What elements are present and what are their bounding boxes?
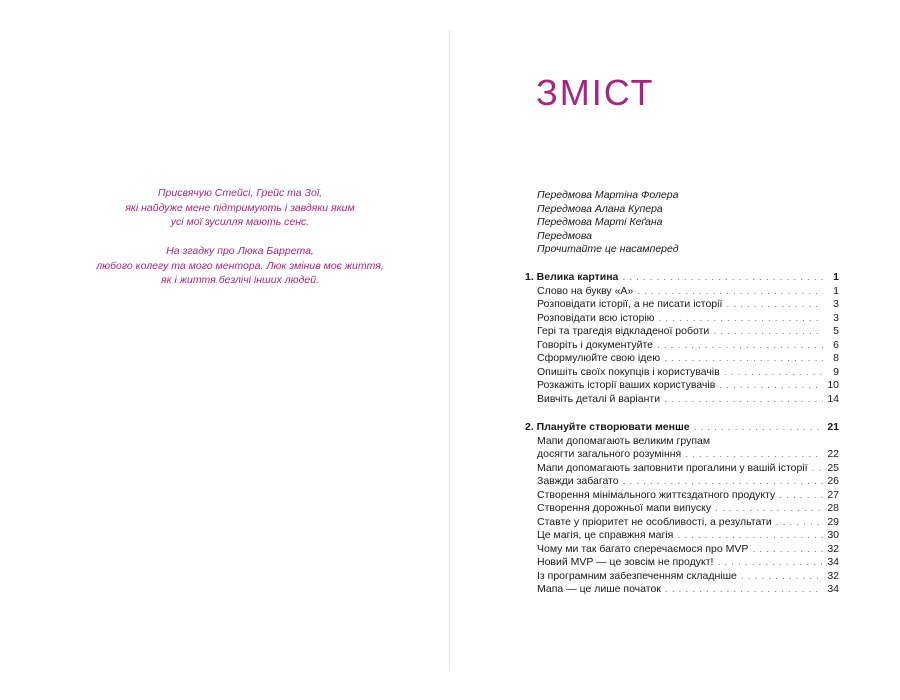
toc-page-number: 3 <box>833 311 839 324</box>
toc-entry-label: Новий MVP — це зовсім не продукт! <box>537 556 714 568</box>
toc-page-number: 26 <box>827 475 839 487</box>
toc-foreword-item[interactable]: Передмова <box>537 229 592 242</box>
toc-leader-dots <box>812 462 823 476</box>
dedication <box>80 186 400 302</box>
toc-page-number: 8 <box>833 352 839 364</box>
toc-page-number: 9 <box>833 365 839 378</box>
toc-page-number: 34 <box>827 583 839 595</box>
toc-entry[interactable] <box>525 448 839 462</box>
toc-leader-dots <box>664 352 823 366</box>
toc-foreword-item[interactable]: Прочитайте це насамперед <box>537 243 679 255</box>
dedication-paragraph-2 <box>80 244 400 288</box>
toc-page-number: 22 <box>827 448 839 460</box>
toc-entry-label: Створення дорожньої мапи випуску <box>537 502 712 514</box>
toc-page-number: 25 <box>827 461 839 474</box>
toc-page-number: 27 <box>827 488 839 501</box>
toc-chapter-heading[interactable] <box>525 421 839 435</box>
toc-entry[interactable] <box>525 529 839 543</box>
toc-entry-label: Мапи допомагають великим групам <box>537 434 711 447</box>
toc-page-number: 30 <box>827 529 839 541</box>
toc-entry[interactable] <box>525 298 839 312</box>
dedication-line: любого колегу та мого ментора. Люк змінив моє життя, <box>96 259 384 272</box>
toc-leader-dots <box>713 325 823 339</box>
toc-entry[interactable] <box>525 570 839 584</box>
toc-foreword-item[interactable]: Передмова Мартіна Фолера <box>537 189 679 201</box>
toc-entry[interactable] <box>525 325 839 339</box>
toc-title: ЗМІСТ <box>536 72 655 113</box>
toc-entry[interactable] <box>525 462 839 476</box>
toc-page-number: 34 <box>827 556 839 568</box>
toc-entry-label: Завжди забагато <box>537 475 619 487</box>
toc-entry-label: Говоріть і документуйте <box>537 338 653 351</box>
toc-chapter-title: 2. Плануйте створювати менше <box>525 421 690 433</box>
toc-leader-dots <box>685 448 823 462</box>
toc-entry-label: Розповідати історії, а не писати історії <box>537 298 723 310</box>
toc-page-number: 1 <box>833 284 839 297</box>
toc-entry-label: Слово на букву «А» <box>537 284 634 297</box>
toc-leader-dots <box>741 570 823 584</box>
dedication-line: Присвячую Стейсі, Грейс та Зої, <box>157 187 323 199</box>
dedication-line: як і життя безлічі інших людей. <box>161 274 319 286</box>
toc-foreword-item[interactable]: Передмова Алана Купера <box>537 202 663 215</box>
toc-leader-dots <box>623 475 823 489</box>
toc-page-number: 14 <box>827 392 839 405</box>
toc-page-number: 28 <box>827 502 839 514</box>
toc-entry[interactable] <box>525 543 839 557</box>
toc-entry[interactable] <box>525 475 839 489</box>
toc-page-number: 6 <box>833 338 839 351</box>
toc-entry[interactable] <box>525 339 839 353</box>
toc-leader-dots <box>752 543 823 557</box>
toc-leader-dots <box>657 339 823 353</box>
toc-page-number: 29 <box>827 515 839 528</box>
toc-entry-label: Мапи допомагають заповнити прогалини у вашій історії <box>537 461 808 474</box>
toc-page-number: 1 <box>833 271 839 283</box>
toc-chapter-2 <box>525 421 839 597</box>
toc-chapter-1 <box>525 271 839 406</box>
toc-forewords <box>537 189 679 257</box>
toc-entry[interactable] <box>525 393 839 407</box>
toc-entry-label: Це магія, це справжня магія <box>537 529 674 541</box>
toc-page-number: 32 <box>827 542 839 555</box>
toc-leader-dots <box>637 285 823 299</box>
toc-chapter-title: 1. Велика картина <box>525 271 619 283</box>
toc-leader-dots <box>779 489 823 503</box>
toc-entry-label: Опишіть своїх покупців і користувачів <box>537 365 720 378</box>
toc-leader-dots <box>776 516 823 530</box>
toc-entry[interactable] <box>525 556 839 570</box>
toc-entry-label: Ставте у пріоритет не особливості, а результати <box>537 515 772 528</box>
toc-leader-dots <box>726 298 823 312</box>
toc-entry[interactable] <box>525 379 839 393</box>
toc-leader-dots <box>659 312 823 326</box>
toc-leader-dots <box>715 502 823 516</box>
toc-entry-label: Сформулюйте свою ідею <box>537 352 661 364</box>
toc-entry-label: Із програмним забезпеченням складніше <box>537 569 737 582</box>
toc-entry[interactable] <box>525 516 839 530</box>
toc-page-number: 10 <box>827 379 839 391</box>
toc-entry-label: досягти загального розуміння <box>537 448 682 460</box>
toc-chapter-heading[interactable] <box>525 271 839 285</box>
page-spread-divider <box>449 30 450 670</box>
toc-leader-dots <box>694 421 823 435</box>
toc-entry[interactable] <box>525 312 839 326</box>
toc-entry[interactable] <box>525 489 839 503</box>
dedication-line: На згадку про Люка Баррета, <box>166 245 314 257</box>
toc-leader-dots <box>724 366 823 380</box>
toc-entry[interactable] <box>525 435 839 449</box>
toc-leader-dots <box>677 529 823 543</box>
toc-entry-label: Розповідати всю історію <box>537 311 655 324</box>
toc-page-number: 32 <box>827 569 839 582</box>
toc-entry-label: Створення мінімального життєздатного продукту <box>537 488 776 501</box>
toc-leader-dots <box>622 271 823 285</box>
toc-entry-label: Вивчіть деталі й варіанти <box>537 392 661 405</box>
toc-entry-label: Гері та трагедія відкладеної роботи <box>537 325 710 337</box>
toc-leader-dots <box>665 583 823 597</box>
toc-entry[interactable] <box>525 285 839 299</box>
toc-leader-dots <box>717 556 823 570</box>
toc-entry[interactable] <box>525 583 839 597</box>
toc-entry-label: Чому ми так багато сперечаємося про MVP <box>537 542 749 555</box>
dedication-line: які найдуже мене підтримують і завдяки яким <box>125 201 355 214</box>
toc-page-number: 3 <box>833 298 839 310</box>
toc-foreword-item[interactable]: Передмова Марті Кеґана <box>537 216 663 228</box>
toc-entry[interactable] <box>525 366 839 380</box>
toc-leader-dots <box>664 393 823 407</box>
toc-entry-label: Мапа — це лише початок <box>537 583 661 595</box>
toc-entry[interactable] <box>525 502 839 516</box>
toc-entry-label: Розкажіть історії ваших користувачів <box>537 379 716 391</box>
toc-leader-dots <box>719 379 823 393</box>
toc-page-number: 21 <box>827 421 839 433</box>
dedication-line: усі мої зусилля мають сенс. <box>170 216 310 228</box>
dedication-paragraph-1 <box>80 186 400 230</box>
toc-entry[interactable] <box>525 352 839 366</box>
toc-page-number: 5 <box>833 325 839 337</box>
